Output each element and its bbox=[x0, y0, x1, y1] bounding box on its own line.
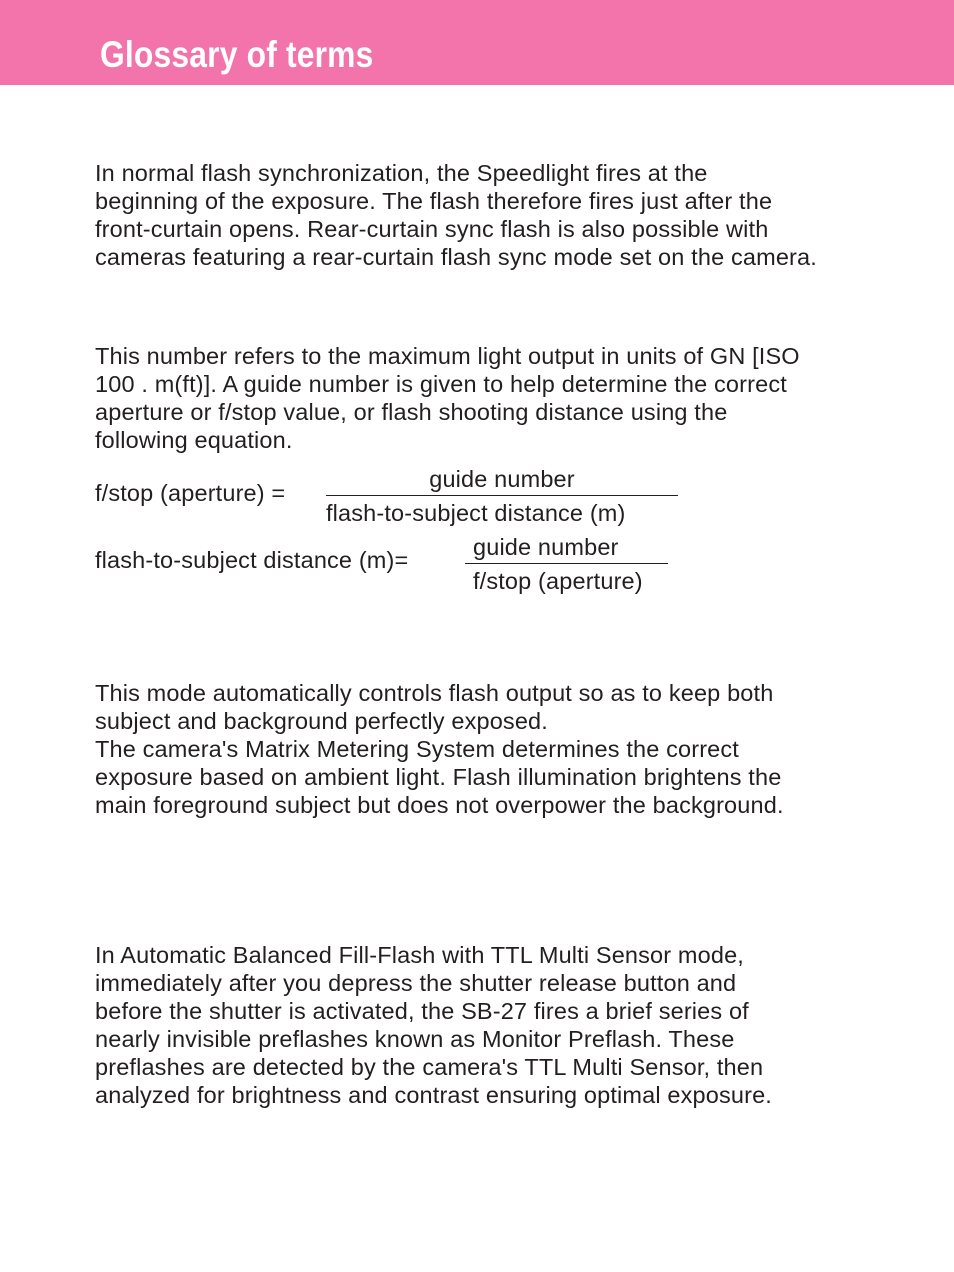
text-line: In Automatic Balanced Fill-Flash with TTL Multi Sensor mode, bbox=[95, 942, 744, 968]
text-line: The camera's Matrix Metering System determines the correct bbox=[95, 736, 739, 762]
fraction-denominator: f/stop (aperture) bbox=[473, 568, 643, 594]
text-line: cameras featuring a rear-curtain flash sync mode set on the camera. bbox=[95, 244, 817, 270]
text-line: In normal flash synchronization, the Speedlight fires at the bbox=[95, 160, 708, 186]
fraction-bar bbox=[326, 495, 678, 496]
fraction-numerator: guide number bbox=[473, 534, 619, 560]
text-line: following equation. bbox=[95, 427, 293, 453]
text-line: beginning of the exposure. The flash therefore fires just after the bbox=[95, 188, 773, 214]
text-line: before the shutter is activated, the SB-27 fires a brief series of bbox=[95, 998, 749, 1024]
page-title: Glossary of terms bbox=[100, 34, 374, 75]
text-line: preflashes are detected by the camera's TTL Multi Sensor, then bbox=[95, 1054, 764, 1080]
text-line: 100 . m(ft)]. A guide number is given to help determine the correct bbox=[95, 371, 787, 397]
text-line: This number refers to the maximum light output in units of GN [ISO bbox=[95, 343, 800, 369]
paragraph-sync bbox=[95, 159, 895, 271]
text-line: aperture or f/stop value, or flash shooting distance using the bbox=[95, 399, 728, 425]
equation-label: flash-to-subject distance (m)= bbox=[95, 547, 409, 573]
text-line: main foreground subject but does not overpower the background. bbox=[95, 792, 784, 818]
text-line: nearly invisible preflashes known as Monitor Preflash. These bbox=[95, 1026, 735, 1052]
text-line: analyzed for brightness and contrast ensuring optimal exposure. bbox=[95, 1082, 772, 1108]
fraction-denominator: flash-to-subject distance (m) bbox=[326, 500, 626, 526]
paragraph-guide-number bbox=[95, 342, 895, 454]
paragraph-monitor-preflash bbox=[95, 941, 895, 1109]
paragraph-fill-flash bbox=[95, 679, 895, 819]
text-line: subject and background perfectly exposed. bbox=[95, 708, 548, 734]
fraction-bar bbox=[465, 563, 668, 564]
text-line: exposure based on ambient light. Flash illumination brightens the bbox=[95, 764, 782, 790]
equation-label: f/stop (aperture) = bbox=[95, 480, 286, 506]
text-line: This mode automatically controls flash output so as to keep both bbox=[95, 680, 774, 706]
text-line: immediately after you depress the shutter release button and bbox=[95, 970, 737, 996]
text-line: front-curtain opens. Rear-curtain sync flash is also possible with bbox=[95, 216, 769, 242]
fraction-numerator: guide number bbox=[429, 466, 575, 492]
